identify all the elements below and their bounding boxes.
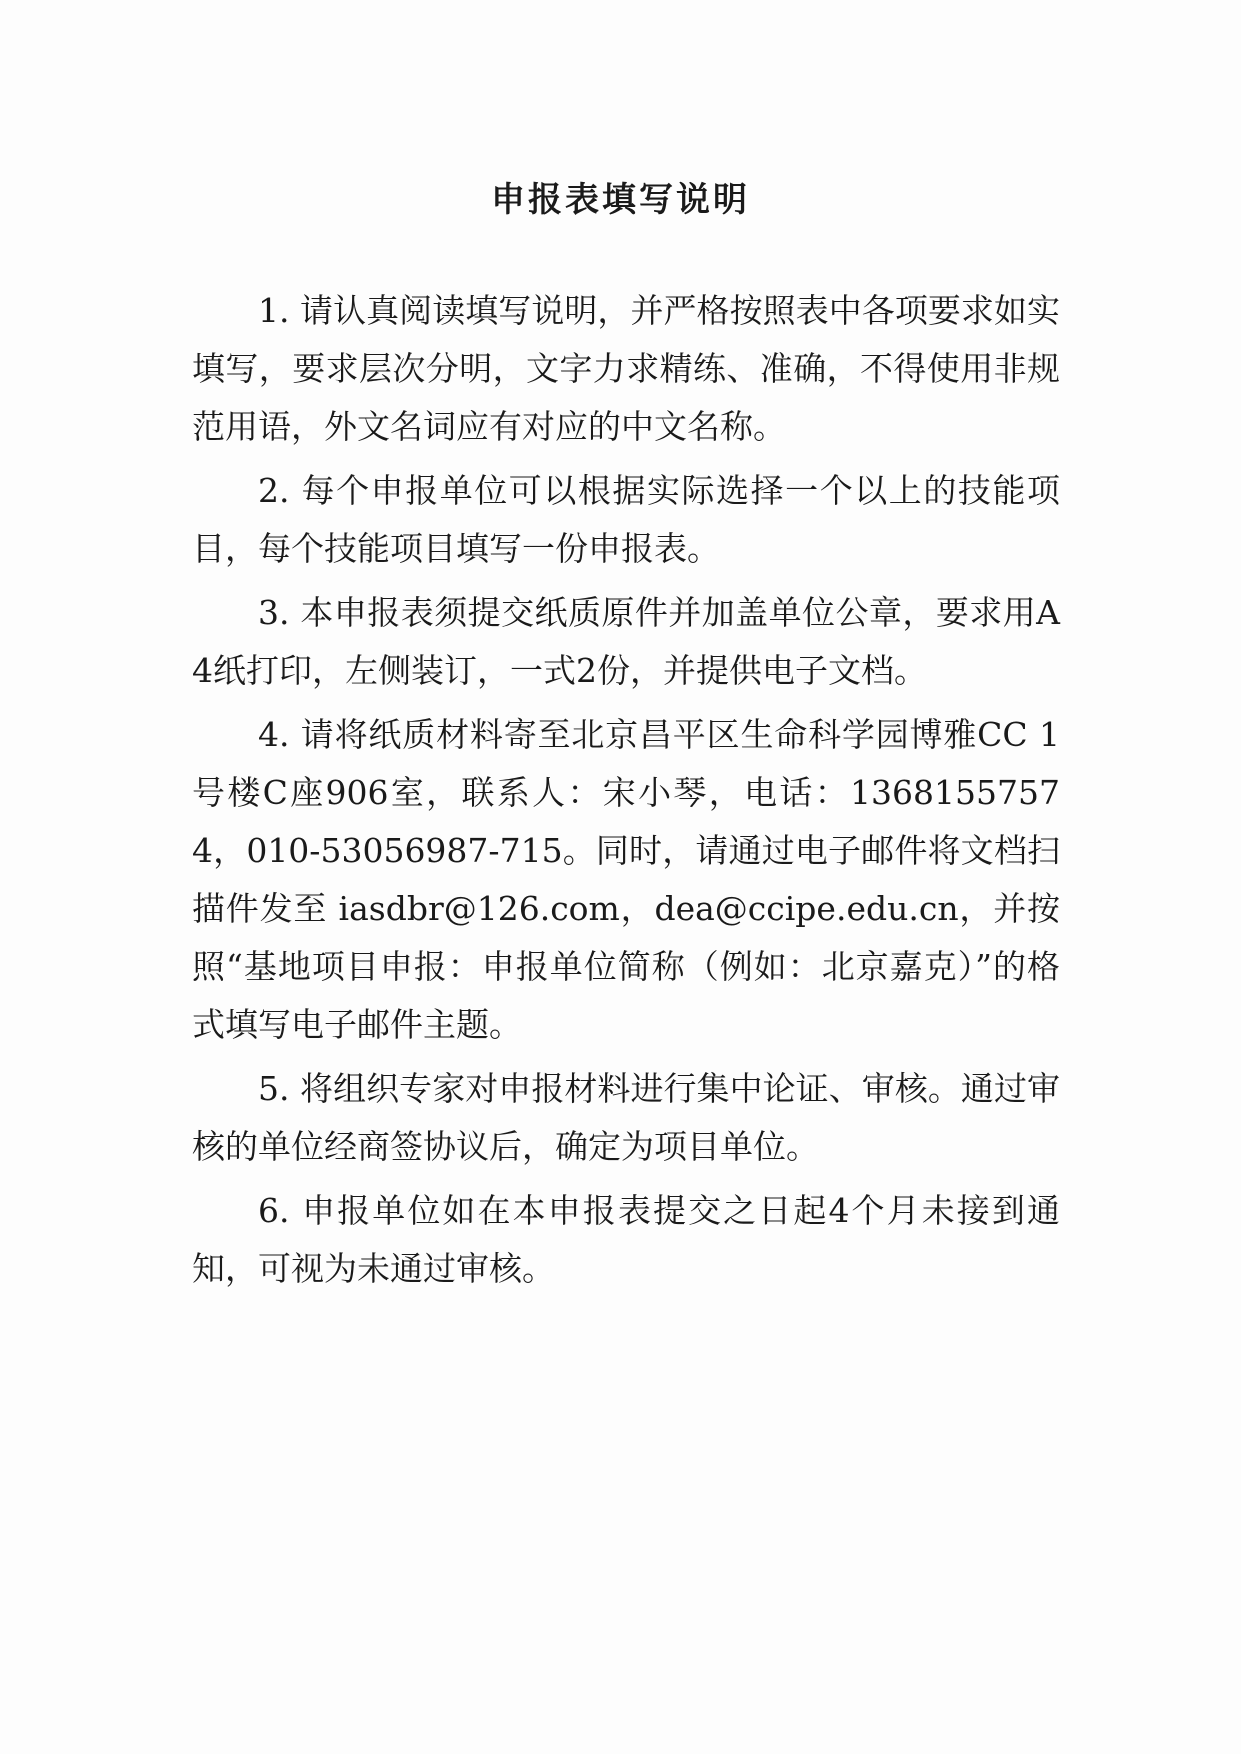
document-title: 申报表填写说明 [491, 180, 750, 220]
instruction-paragraph-1: 1. 请认真阅读填写说明，并严格按照表中各项要求如实填写，要求层次分明，文字力求精练、准确，不得使用非规范用语，外文名词应有对应的中文名称。 [192, 291, 1060, 446]
instructions-body [192, 282, 1060, 1304]
instruction-paragraph-4: 4. 请将纸质材料寄至北京昌平区生命科学园博雅CC 1号楼C座906室，联系人：宋小琴，电话：13681557574，010-53056987-715。同时，请通过电子邮件将文档扫描件发至 iasdbr@126.com，dea@ccipe.edu.cn，并按照“基地项目申报：申报单位简称（例如：北京嘉克）”的格式填写电子邮件主题。 [192, 715, 1060, 1044]
instruction-paragraph-3: 3. 本申报表须提交纸质原件并加盖单位公章，要求用A4纸打印，左侧装订，一式2份，并提供电子文档。 [192, 593, 1060, 690]
instruction-paragraph-2: 2. 每个申报单位可以根据实际选择一个以上的技能项目，每个技能项目填写一份申报表。 [192, 471, 1060, 568]
instruction-paragraph-5: 5. 将组织专家对申报材料进行集中论证、审核。通过审核的单位经商签协议后，确定为项目单位。 [192, 1069, 1060, 1166]
instruction-paragraph-6: 6. 申报单位如在本申报表提交之日起4个月未接到通知，可视为未通过审核。 [192, 1191, 1060, 1288]
